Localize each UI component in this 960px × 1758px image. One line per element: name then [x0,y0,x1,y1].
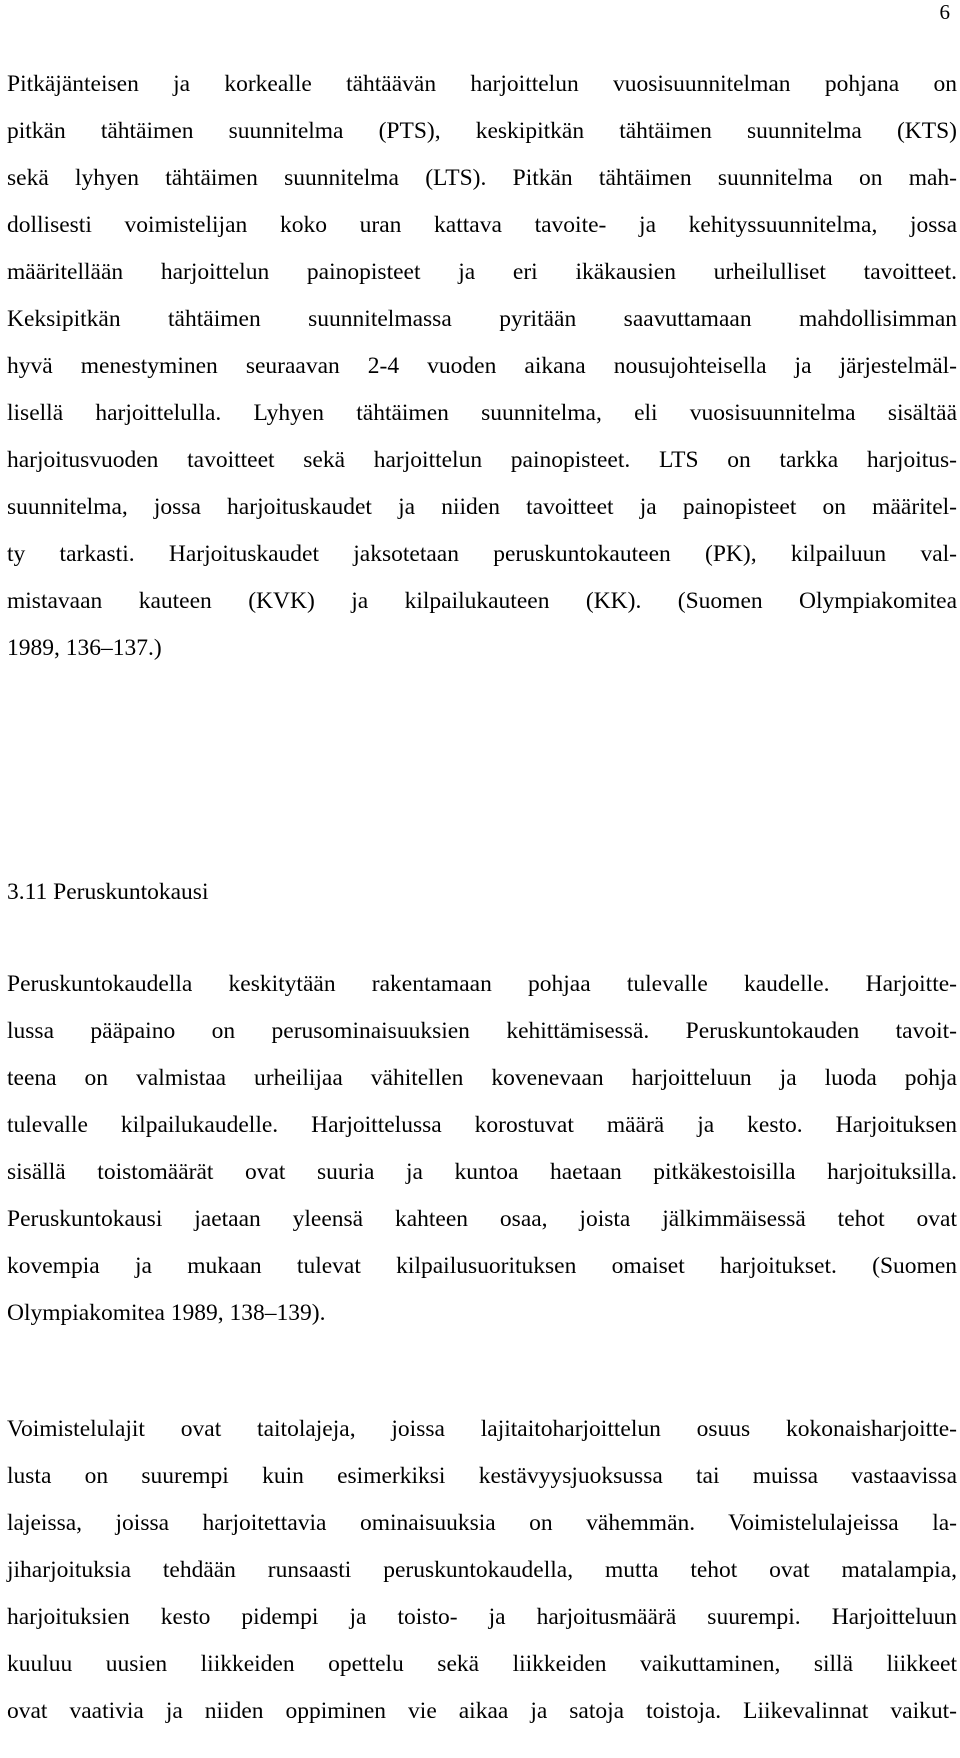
text-line: Peruskuntokaudella keskitytään rakentamaan pohjaa tulevalle kaudelle. Harjoitte- [7,971,957,997]
text-line: suunnitelma, jossa harjoituskaudet ja niiden tavoitteet ja painopisteet on määritel- [7,494,957,520]
text-line: Voimistelulajit ovat taitolajeja, joissa lajitaitoharjoittelun osuus kokonaisharjoitte- [7,1416,957,1442]
text-line: Peruskuntokausi jaetaan yleensä kahteen osaa, joista jälkimmäisessä tehot ovat [7,1206,957,1232]
text-line: määritellään harjoittelun painopisteet ja eri ikäkausien urheilulliset tavoitteet. [7,259,957,285]
text-line: lussa pääpaino on perusominaisuuksien kehittämisessä. Peruskuntokauden tavoit- [7,1018,957,1044]
paragraph-gymnastics [7,1406,957,1735]
text-line: pitkän tähtäimen suunnitelma (PTS), keskipitkän tähtäimen suunnitelma (KTS) [7,118,957,144]
text-line: Keksipitkän tähtäimen suunnitelmassa pyritään saavuttamaan mahdollisimman [7,306,957,332]
text-line: jiharjoituksia tehdään runsaasti peruskuntokaudella, mutta tehot ovat matalampia, [7,1557,957,1583]
text-line: mistavaan kauteen (KVK) ja kilpailukauteen (KK). (Suomen Olympiakomitea [7,588,957,614]
text-line: teena on valmistaa urheilijaa vähitellen kovenevaan harjoitteluun ja luoda pohja [7,1065,957,1091]
section-heading: 3.11 Peruskuntokausi [7,879,209,905]
page-number: 6 [939,0,950,24]
text-line: harjoituksien kesto pidempi ja toisto- ja harjoitusmäärä suurempi. Harjoitteluun [7,1604,957,1630]
text-line: hyvä menestyminen seuraavan 2-4 vuoden aikana nousujohteisella ja järjestelmäl- [7,353,957,379]
paragraph-base-period [7,961,957,1337]
paragraph-plans [7,61,957,672]
text-line: ovat vaativia ja niiden oppiminen vie aikaa ja satoja toistoja. Liikevalinnat vaikut- [7,1698,957,1724]
text-line: harjoitusvuoden tavoitteet sekä harjoittelun painopisteet. LTS on tarkka harjoitus- [7,447,957,473]
text-line: kovempia ja mukaan tulevat kilpailusuorituksen omaiset harjoitukset. (Suomen [7,1253,957,1279]
text-line: tulevalle kilpailukaudelle. Harjoittelussa korostuvat määrä ja kesto. Harjoituksen [7,1112,957,1138]
text-line: sisällä toistomäärät ovat suuria ja kuntoa haetaan pitkäkestoisilla harjoituksilla. [7,1159,957,1185]
text-line: lajeissa, joissa harjoitettavia ominaisuuksia on vähemmän. Voimistelulajeissa la- [7,1510,957,1536]
text-line: Olympiakomitea 1989, 138–139). [7,1300,326,1326]
text-line: dollisesti voimistelijan koko uran kattava tavoite- ja kehityssuunnitelma, jossa [7,212,957,238]
text-line: sekä lyhyen tähtäimen suunnitelma (LTS). Pitkän tähtäimen suunnitelma on mah- [7,165,957,191]
text-line: lusta on suurempi kuin esimerkiksi kestävyysjuoksussa tai muissa vastaavissa [7,1463,957,1489]
text-line: lisellä harjoittelulla. Lyhyen tähtäimen suunnitelma, eli vuosisuunnitelma sisältää [7,400,957,426]
text-line: ty tarkasti. Harjoituskaudet jaksotetaan peruskuntokauteen (PK), kilpailuun val- [7,541,957,567]
text-line: Pitkäjänteisen ja korkealle tähtäävän harjoittelun vuosisuunnitelman pohjana on [7,71,957,97]
text-line: kuuluu uusien liikkeiden opettelu sekä liikkeiden vaikuttaminen, sillä liikkeet [7,1651,957,1677]
text-line: 1989, 136–137.) [7,635,162,661]
